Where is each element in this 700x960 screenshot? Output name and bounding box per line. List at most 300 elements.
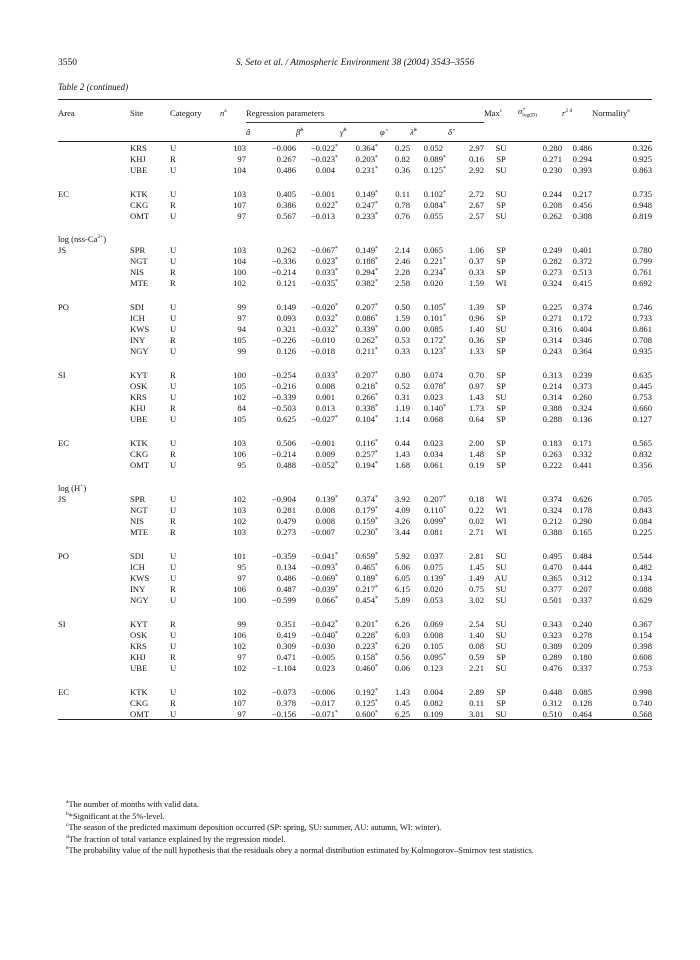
beta-hat-cell: −0.035* (310, 277, 338, 288)
normality-cell: 0.568 (592, 708, 652, 720)
normality-cell: 0.753 (632, 662, 652, 673)
site-cell: OMT (130, 210, 150, 221)
beta-hat-cell: 0.008 (315, 504, 335, 515)
area-cell (58, 640, 130, 651)
category-cell: U (170, 594, 177, 605)
phi-hat-cell: 2.46 (394, 255, 410, 266)
normality-cell: 0.746 (632, 301, 652, 312)
max-season-cell: SU (495, 323, 507, 334)
header-row-top (58, 100, 652, 123)
a-hat-cell: 0.625 (276, 413, 296, 424)
n-cell: 103 (233, 504, 246, 515)
area-cell: PO (58, 550, 69, 561)
category-cell: U (170, 255, 177, 266)
area-cell (58, 662, 130, 673)
table-row (58, 697, 652, 708)
table-row (58, 188, 652, 199)
site-cell: INY (130, 583, 146, 594)
n-cell: 105 (233, 413, 246, 424)
delta-hat-cell: 2.71 (468, 526, 484, 537)
phi-hat-cell: 3.44 (394, 526, 410, 537)
delta-hat-cell: 2.97 (468, 142, 484, 153)
n-cell: 105 (233, 334, 246, 345)
footnote: $^e$The probability value of the null hypothesis that the residuals obey a normal distribution estimated by Kolmogorov–Smirnov test statistics. (66, 845, 534, 855)
a-hat-cell: 0.486 (276, 164, 296, 175)
gamma-hat-cell: 0.465* (355, 561, 378, 572)
sigma-cell: 0.374 (542, 493, 562, 504)
spacer-row (58, 356, 652, 369)
sigma-cell: 0.324 (542, 277, 562, 288)
sigma-cell: 0.271 (542, 153, 562, 164)
site-cell: NGY (130, 594, 149, 605)
delta-hat-cell: 1.33 (468, 345, 484, 356)
site-cell: KRS (130, 391, 147, 402)
normality-cell: 0.753 (632, 391, 652, 402)
lambda-hat-cell: 0.053 (423, 594, 443, 605)
phi-hat-cell: 3.26 (394, 515, 410, 526)
r2-cell: 0.444 (572, 561, 592, 572)
normality-cell: 0.084 (632, 515, 652, 526)
col-a-hat: â (246, 123, 296, 142)
lambda-hat-cell: 0.065 (423, 244, 443, 255)
table-row (58, 594, 652, 605)
a-hat-cell: 0.405 (276, 188, 296, 199)
site-cell: KHJ (130, 402, 146, 413)
beta-hat-cell: −0.069* (310, 572, 338, 583)
site-cell: SPR (130, 493, 146, 504)
r2-cell: 0.404 (572, 323, 592, 334)
category-cell: U (170, 244, 177, 255)
r2-cell: 0.626 (572, 493, 592, 504)
table-row (58, 629, 652, 640)
col-r2: $r^{2 d}$ (562, 100, 592, 123)
n-cell: 102 (233, 391, 246, 402)
table-row (58, 640, 652, 651)
table-footnotes (58, 799, 652, 857)
sigma-cell: 0.476 (542, 662, 562, 673)
n-cell: 107 (233, 697, 246, 708)
beta-hat-cell: −0.013 (310, 210, 335, 221)
site-cell: KYT (130, 618, 148, 629)
sigma-cell: 0.230 (542, 164, 562, 175)
table-row (58, 504, 652, 515)
normality-cell: 0.819 (632, 210, 652, 221)
a-hat-cell: −0.503 (271, 402, 296, 413)
lambda-hat-cell: 0.061 (423, 459, 443, 470)
n-cell: 84 (237, 402, 246, 413)
n-cell: 105 (233, 380, 246, 391)
phi-hat-cell: 2.58 (394, 277, 410, 288)
sigma-cell: 0.243 (542, 345, 562, 356)
max-season-cell: SU (495, 629, 507, 640)
gamma-hat-cell: 0.188* (355, 255, 378, 266)
phi-hat-cell: 6.03 (394, 629, 410, 640)
n-cell: 95 (237, 561, 246, 572)
beta-hat-cell: 0.033* (315, 266, 338, 277)
site-cell: INY (130, 334, 146, 345)
r2-cell: 0.207 (572, 583, 592, 594)
max-season-cell: SU (495, 640, 507, 651)
r2-cell: 0.165 (572, 526, 592, 537)
max-season-cell: SU (495, 391, 507, 402)
r2-cell: 0.372 (572, 255, 592, 266)
site-cell: NGT (130, 255, 148, 266)
site-cell: SDI (130, 301, 144, 312)
lambda-hat-cell: 0.074 (423, 369, 443, 380)
gamma-hat-cell: 0.247* (355, 199, 378, 210)
site-cell: MTE (130, 526, 149, 537)
normality-cell: 0.861 (632, 323, 652, 334)
a-hat-cell: 0.134 (276, 561, 296, 572)
normality-cell: 0.629 (632, 594, 652, 605)
lambda-hat-cell: 0.069 (423, 618, 443, 629)
a-hat-cell: 0.378 (276, 697, 296, 708)
max-season-cell: WI (495, 526, 507, 537)
phi-hat-cell: 0.56 (394, 651, 410, 662)
r2-cell: 0.324 (572, 402, 592, 413)
delta-hat-cell: 0.18 (468, 493, 484, 504)
sigma-cell: 0.282 (542, 255, 562, 266)
area-cell (58, 199, 130, 210)
lambda-hat-cell: 0.037 (423, 550, 443, 561)
a-hat-cell: 0.488 (276, 459, 296, 470)
phi-hat-cell: 6.05 (394, 572, 410, 583)
beta-hat-cell: −0.052* (310, 459, 338, 470)
n-cell: 104 (233, 164, 246, 175)
category-cell: U (170, 629, 177, 640)
normality-cell: 0.398 (632, 640, 652, 651)
beta-hat-cell: −0.041* (310, 550, 338, 561)
footnote: $^a$The number of months with valid data. (66, 799, 199, 809)
phi-hat-cell: 0.44 (394, 437, 410, 448)
a-hat-cell: 0.273 (276, 526, 296, 537)
col-site: Site (130, 100, 170, 123)
n-cell: 102 (233, 640, 246, 651)
a-hat-cell: 0.093 (276, 312, 296, 323)
normality-cell: 0.740 (632, 697, 652, 708)
area-cell (58, 583, 130, 594)
category-cell: R (170, 277, 176, 288)
normality-cell: 0.326 (632, 142, 652, 153)
lambda-hat-cell: 0.020 (423, 583, 443, 594)
max-season-cell: SP (496, 345, 506, 356)
area-cell: JS (58, 493, 67, 504)
normality-cell: 0.948 (632, 199, 652, 210)
lambda-hat-cell: 0.008 (423, 629, 443, 640)
col-area: Area (58, 100, 130, 123)
r2-cell: 0.484 (572, 550, 592, 561)
r2-cell: 0.456 (572, 199, 592, 210)
sigma-cell: 0.388 (542, 402, 562, 413)
sigma-cell: 0.324 (542, 504, 562, 515)
table-row (58, 651, 652, 662)
beta-hat-cell: 0.004 (315, 164, 335, 175)
category-cell: R (170, 515, 176, 526)
category-cell: R (170, 402, 176, 413)
site-cell: KHJ (130, 153, 146, 164)
r2-cell: 0.172 (572, 312, 592, 323)
phi-hat-cell: 1.59 (394, 312, 410, 323)
lambda-hat-cell: 0.105 (423, 640, 443, 651)
table-row (58, 369, 652, 380)
gamma-hat-cell: 0.294* (355, 266, 378, 277)
gamma-hat-cell: 0.659* (355, 550, 378, 561)
phi-hat-cell: 1.68 (394, 459, 410, 470)
n-cell: 94 (237, 323, 246, 334)
a-hat-cell: 0.281 (276, 504, 296, 515)
sigma-cell: 0.208 (542, 199, 562, 210)
phi-hat-cell: 0.53 (394, 334, 410, 345)
r2-cell: 0.441 (572, 459, 592, 470)
table-row (58, 413, 652, 424)
table-row (58, 255, 652, 266)
a-hat-cell: 0.149 (276, 301, 296, 312)
area-cell (58, 277, 130, 288)
phi-hat-cell: 0.11 (395, 188, 410, 199)
gamma-hat-cell: 0.374* (355, 493, 378, 504)
a-hat-cell: −0.336 (271, 255, 296, 266)
n-cell: 100 (233, 594, 246, 605)
gamma-hat-cell: 0.233* (355, 210, 378, 221)
normality-cell: 0.635 (632, 369, 652, 380)
normality-cell: 0.660 (632, 402, 652, 413)
category-cell: R (170, 199, 176, 210)
gamma-hat-cell: 0.194* (355, 459, 378, 470)
gamma-hat-cell: 0.339* (355, 323, 378, 334)
lambda-hat-cell: 0.123* (423, 345, 446, 356)
r2-cell: 0.486 (572, 142, 592, 153)
delta-hat-cell: 0.37 (468, 255, 484, 266)
category-cell: R (170, 369, 176, 380)
delta-hat-cell: 0.96 (468, 312, 484, 323)
lambda-hat-cell: 0.085 (423, 323, 443, 334)
category-cell: R (170, 266, 176, 277)
beta-hat-cell: 0.066* (315, 594, 338, 605)
phi-hat-cell: 1.43 (394, 448, 410, 459)
area-cell (58, 402, 130, 413)
normality-cell: 0.708 (632, 334, 652, 345)
delta-hat-cell: 1.06 (468, 244, 484, 255)
phi-hat-cell: 0.06 (394, 662, 410, 673)
sigma-cell: 0.214 (542, 380, 562, 391)
normality-cell: 0.692 (632, 277, 652, 288)
delta-hat-cell: 0.16 (468, 153, 484, 164)
spacer-row (58, 288, 652, 301)
r2-cell: 0.346 (572, 334, 592, 345)
n-cell: 97 (237, 651, 246, 662)
lambda-hat-cell: 0.099* (423, 515, 446, 526)
category-cell: U (170, 686, 177, 697)
gamma-hat-cell: 0.189* (355, 572, 378, 583)
a-hat-cell: 0.351 (276, 618, 296, 629)
delta-hat-cell: 3.02 (468, 594, 484, 605)
beta-hat-cell: −0.040* (310, 629, 338, 640)
r2-cell: 0.332 (572, 448, 592, 459)
delta-hat-cell: 0.11 (469, 697, 484, 708)
header-row-params (58, 123, 652, 142)
beta-hat-cell: 0.023* (315, 255, 338, 266)
beta-hat-cell: 0.009 (315, 448, 335, 459)
area-cell (58, 255, 130, 266)
normality-cell: 0.832 (632, 448, 652, 459)
n-cell: 100 (233, 266, 246, 277)
col-gamma-hat: γ̂$^b$ (340, 123, 380, 142)
max-season-cell: SP (496, 255, 506, 266)
site-cell: OMT (130, 459, 150, 470)
n-cell: 102 (233, 686, 246, 697)
max-season-cell: SU (495, 594, 507, 605)
max-season-cell: SP (496, 413, 506, 424)
sigma-cell: 0.314 (542, 334, 562, 345)
gamma-hat-cell: 0.228* (355, 629, 378, 640)
n-cell: 106 (233, 583, 246, 594)
n-cell: 97 (237, 572, 246, 583)
beta-hat-cell: −0.023* (310, 153, 338, 164)
table-row (58, 277, 652, 288)
sigma-cell: 0.225 (542, 301, 562, 312)
delta-hat-cell: 0.64 (468, 413, 484, 424)
a-hat-cell: 0.126 (276, 345, 296, 356)
n-cell: 102 (233, 515, 246, 526)
beta-hat-cell: −0.006 (310, 686, 335, 697)
col-delta-hat: δ̂ (448, 123, 484, 142)
sigma-cell: 0.323 (542, 629, 562, 640)
lambda-hat-cell: 0.139* (423, 572, 446, 583)
lambda-hat-cell: 0.221* (423, 255, 446, 266)
gamma-hat-cell: 0.454* (355, 594, 378, 605)
r2-cell: 0.294 (572, 153, 592, 164)
table-row (58, 402, 652, 413)
r2-cell: 0.464 (562, 708, 592, 720)
a-hat-cell: 0.121 (276, 277, 296, 288)
area-cell (58, 153, 130, 164)
phi-hat-cell: 6.20 (394, 640, 410, 651)
max-season-cell: WI (495, 493, 507, 504)
category-cell: U (170, 301, 177, 312)
sigma-cell: 0.244 (542, 188, 562, 199)
area-cell: EC (58, 437, 69, 448)
lambda-hat-cell: 0.207* (423, 493, 446, 504)
max-season-cell: SP (496, 697, 506, 708)
sigma-cell: 0.448 (542, 686, 562, 697)
beta-hat-cell: −0.001 (310, 437, 335, 448)
phi-hat-cell: 6.26 (394, 618, 410, 629)
gamma-hat-cell: 0.217* (355, 583, 378, 594)
r2-cell: 0.209 (572, 640, 592, 651)
a-hat-cell: 0.419 (276, 629, 296, 640)
category-cell: U (170, 550, 177, 561)
normality-cell: 0.544 (632, 550, 652, 561)
table-row (58, 515, 652, 526)
a-hat-cell: 0.309 (276, 640, 296, 651)
delta-hat-cell: 0.19 (468, 459, 484, 470)
lambda-hat-cell: 0.082 (423, 697, 443, 708)
site-cell: ICH (130, 561, 145, 572)
delta-hat-cell: 1.43 (468, 391, 484, 402)
delta-hat-cell: 1.59 (468, 277, 484, 288)
delta-hat-cell: 0.59 (468, 651, 484, 662)
site-cell: KRS (130, 142, 147, 153)
spacer-row (58, 175, 652, 188)
gamma-hat-cell: 0.364* (355, 142, 378, 153)
gamma-hat-cell: 0.262* (355, 334, 378, 345)
category-cell: U (170, 164, 177, 175)
r2-cell: 0.239 (572, 369, 592, 380)
beta-hat-cell: −0.039* (310, 583, 338, 594)
area-cell (58, 164, 130, 175)
max-season-cell: SP (496, 312, 506, 323)
a-hat-cell: −0.216 (271, 380, 296, 391)
normality-cell: 0.127 (632, 413, 652, 424)
beta-hat-cell: −0.032* (310, 323, 338, 334)
site-cell: MTE (130, 277, 149, 288)
area-cell (58, 380, 130, 391)
r2-cell: 0.290 (572, 515, 592, 526)
delta-hat-cell: 1.73 (468, 402, 484, 413)
area-cell (58, 266, 130, 277)
a-hat-cell: 0.479 (276, 515, 296, 526)
beta-hat-cell: −0.042* (310, 618, 338, 629)
a-hat-cell: −0.156 (246, 708, 296, 720)
table-row (58, 210, 652, 221)
sigma-cell: 0.280 (542, 142, 562, 153)
lambda-hat-cell: 0.075 (423, 561, 443, 572)
delta-hat-cell: 0.02 (468, 515, 484, 526)
gamma-hat-cell: 0.230* (355, 526, 378, 537)
table-row (58, 345, 652, 356)
sigma-cell: 0.288 (542, 413, 562, 424)
category-cell: R (170, 651, 176, 662)
phi-hat-cell: 1.14 (394, 413, 410, 424)
phi-hat-cell: 0.33 (394, 345, 410, 356)
category-cell: U (170, 459, 177, 470)
n-cell: 106 (233, 448, 246, 459)
n-cell: 106 (233, 629, 246, 640)
normality-cell: 0.843 (632, 504, 652, 515)
gamma-hat-cell: 0.218* (355, 380, 378, 391)
lambda-hat-cell: 0.052 (423, 142, 443, 153)
area-cell (58, 708, 130, 720)
normality-cell: 0.733 (632, 312, 652, 323)
phi-hat-cell: 0.31 (394, 391, 410, 402)
site-cell: SPR (130, 244, 146, 255)
a-hat-cell: 0.386 (276, 199, 296, 210)
phi-hat-cell: 2.14 (394, 244, 410, 255)
lambda-hat-cell: 0.123 (423, 662, 443, 673)
gamma-hat-cell: 0.203* (355, 153, 378, 164)
delta-hat-cell: 1.40 (468, 629, 484, 640)
normality-cell: 0.935 (632, 345, 652, 356)
category-cell: R (170, 153, 176, 164)
spacer-row (58, 424, 652, 437)
site-cell: KTK (130, 437, 148, 448)
gamma-hat-cell: 0.207* (355, 369, 378, 380)
beta-hat-cell: 0.023 (315, 662, 335, 673)
r2-cell: 0.401 (572, 244, 592, 255)
normality-cell: 0.225 (632, 526, 652, 537)
a-hat-cell: −0.904 (271, 493, 296, 504)
site-cell: OSK (130, 629, 148, 640)
table-row (58, 662, 652, 673)
delta-hat-cell: 1.49 (468, 572, 484, 583)
max-season-cell: SP (496, 686, 506, 697)
lambda-hat-cell: 0.034 (423, 448, 443, 459)
phi-hat-cell: 0.78 (394, 199, 410, 210)
category-cell: U (170, 413, 177, 424)
sigma-cell: 0.389 (542, 640, 562, 651)
category-cell: U (170, 640, 177, 651)
table-row (58, 448, 652, 459)
